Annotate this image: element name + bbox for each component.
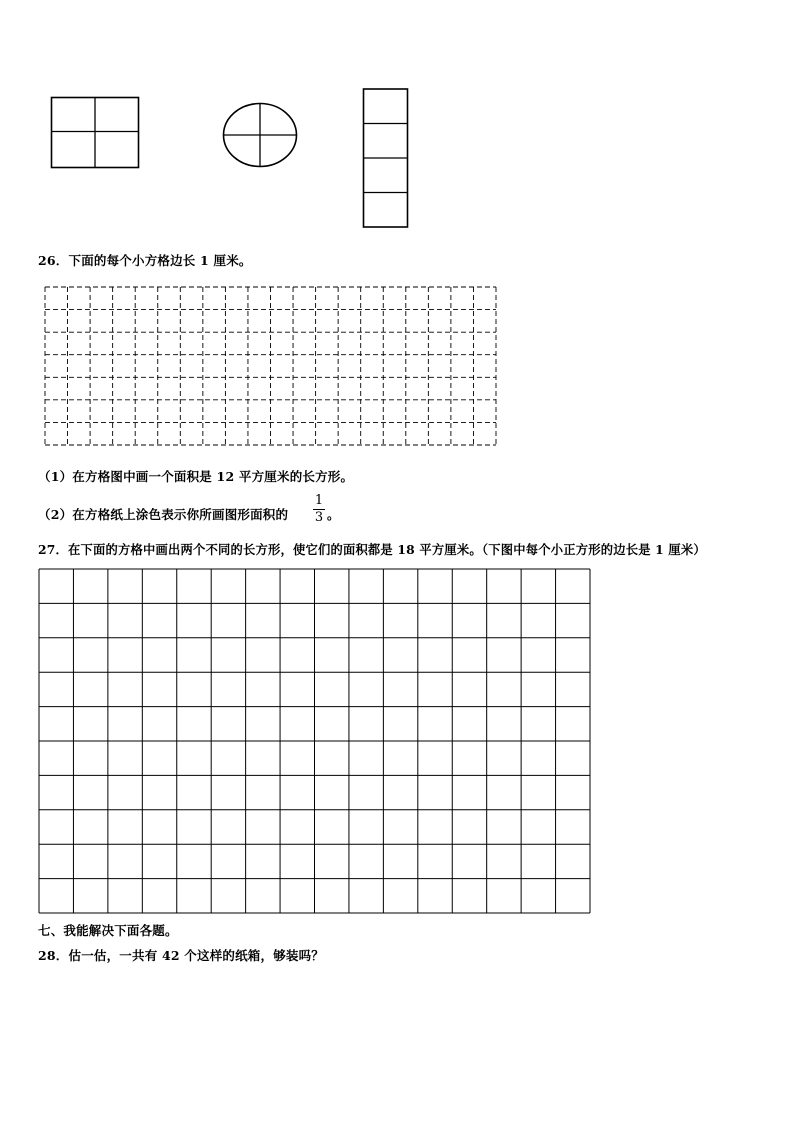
question-26-part-1: （1）在方格图中画一个面积是 12 平方厘米的长方形。	[38, 469, 354, 484]
fraction-one-third	[313, 494, 325, 525]
square-quarters-figure	[50, 95, 142, 170]
circle-quarters-figure	[221, 100, 301, 170]
question-26-title: 26．下面的每个小方格边长 1 厘米。	[38, 253, 252, 268]
fraction-numerator: 1	[314, 493, 324, 508]
question-28-title: 28．估一估，一共有 42 个这样的纸箱，够装吗？	[38, 948, 324, 963]
section-7-title: 七、我能解决下面各题。	[38, 923, 178, 938]
column-of-four-figure	[362, 87, 412, 231]
solid-square-grid[interactable]	[38, 568, 592, 915]
fraction-denominator: 3	[314, 510, 324, 525]
question-26-part-2	[38, 505, 288, 523]
question-27-title: 27．在下面的方格中画出两个不同的长方形，使它们的面积都是 18 平方厘米。（下图中每个小正方形的边长是 1 厘米）	[38, 542, 706, 557]
dashed-square-grid[interactable]	[44, 286, 498, 446]
question-26-part-2-text: （2）在方格纸上涂色表示你所画图形面积的	[38, 507, 289, 522]
question-26-part-2-end: 。	[327, 507, 340, 522]
